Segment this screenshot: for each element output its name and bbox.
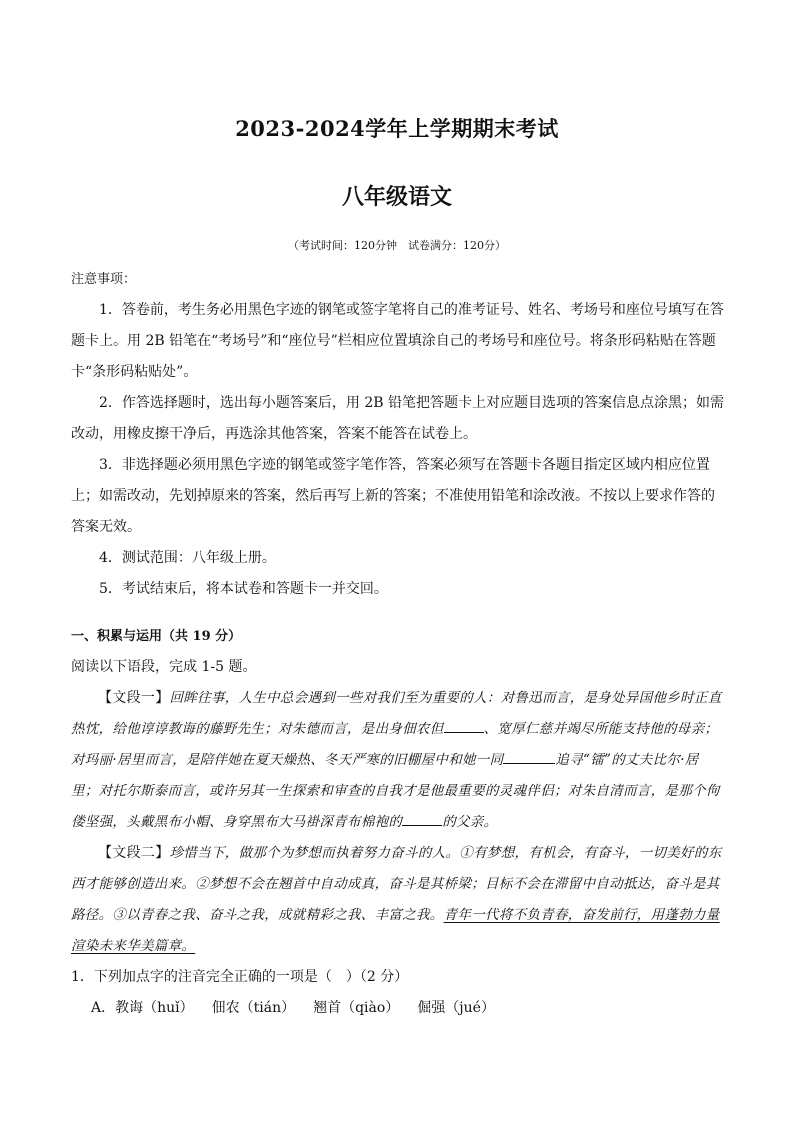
spacer <box>71 605 726 621</box>
section-heading: 一、积累与运用（共 19 分） <box>71 629 242 644</box>
option-item[interactable]: 翘首（qiào） <box>313 1000 400 1016</box>
note-item: 5．考试结束后，将本试卷和答题卡一并交回。 <box>99 581 388 597</box>
passage-text: 追寻“镭”的丈夫比尔·居里；对托尔斯泰而言，或许另其一生探索和审查的自我才是他最重要的灵魂伴侣；对朱自清而言，是那个佝偻坚强，头戴黑布小帽、身穿黑布大马褂深青布棉袍的 <box>71 752 720 830</box>
fill-blank[interactable] <box>503 749 555 764</box>
option-item[interactable]: 佃农（tián） <box>211 1000 296 1016</box>
note-item: 4．测试范围：八年级上册。 <box>99 550 276 566</box>
passage-text: 回眸往事，人生中总会遇到一些对我们至为重要的人：对鲁迅而言，是身处异国他乡时正直热忱，给他谆谆教诲的藤野先生；对朱德而言，是出身佃农但 <box>71 690 722 737</box>
exam-meta: （考试时间：120分钟 试卷满分：120分） <box>288 239 506 252</box>
question-options <box>71 993 726 1024</box>
passage-tag: 【文段一】 <box>98 690 170 706</box>
section-instruction: 阅读以下语段，完成 1-5 题。 <box>71 659 257 675</box>
exam-subject-title: 八年级语文 <box>341 184 452 210</box>
option-item[interactable]: 倔强（jué） <box>417 1000 495 1016</box>
passage-text: 的父亲。 <box>442 814 498 830</box>
passage-text: 、宽厚仁慈并竭尽所能支持他的母亲；对玛丽·居里而言，是陪伴她在夏天燥热、冬天严寒的旧棚屋中和她一同 <box>71 721 719 768</box>
fill-blank[interactable] <box>444 718 484 733</box>
note-item: 3．非选择题必须用黑色字迹的钢笔或签字笔作答，答案必须写在答题卡各题目指定区域内相应位置上；如需改动，先划掉原来的答案，然后再写上新的答案；不准使用铅笔和涂改液。不按以上要求作答的答案无效。 <box>71 457 715 535</box>
question-stem: 1．下列加点字的注音完全正确的一项是（ ）（2 分） <box>71 969 409 985</box>
option-item[interactable]: A．教诲（huǐ） <box>91 1000 194 1016</box>
note-item: 2．作答选择题时，选出每小题答案后，用 2B 铅笔把答题卡上对应题目选项的答案信息点涂黑；如需改动，用橡皮擦干净后，再选涂其他答案，答案不能答在试卷上。 <box>71 395 725 442</box>
passage-two <box>71 838 726 962</box>
passage-text: 珍惜当下，做那个为梦想而执着努力奋斗的人。①有梦想，有机会，有奋斗，一切美好的东西才能够创造出来。②梦想不会在翘首中自动成真，奋斗是其桥梁；目标不会在滞留中自动抵达，奋斗是其路径。③以青春之我、奋斗之我，成就精彩之我、丰富之我。 <box>71 845 722 923</box>
passage-one <box>71 683 726 838</box>
fill-blank[interactable] <box>402 811 442 826</box>
exam-content <box>71 264 726 1024</box>
note-item: 1．答卷前，考生务必用黑色字迹的钢笔或签字笔将自己的准考证号、姓名、考场号和座位号填写在答题卡上。用 2B 铅笔在“考场号”和“座位号”栏相应位置填涂自己的考场号和座位号。将条形码粘贴在答题卡“条形码粘贴处”。 <box>71 302 724 380</box>
passage-tag: 【文段二】 <box>98 845 170 861</box>
notes-heading: 注意事项： <box>71 272 137 287</box>
exam-title: 2023-2024学年上学期期末考试 <box>235 116 559 141</box>
underlined-sentence: 青年一代将不负青春，奋发前行，用蓬勃力量渲染未来华美篇章。 <box>71 907 720 954</box>
